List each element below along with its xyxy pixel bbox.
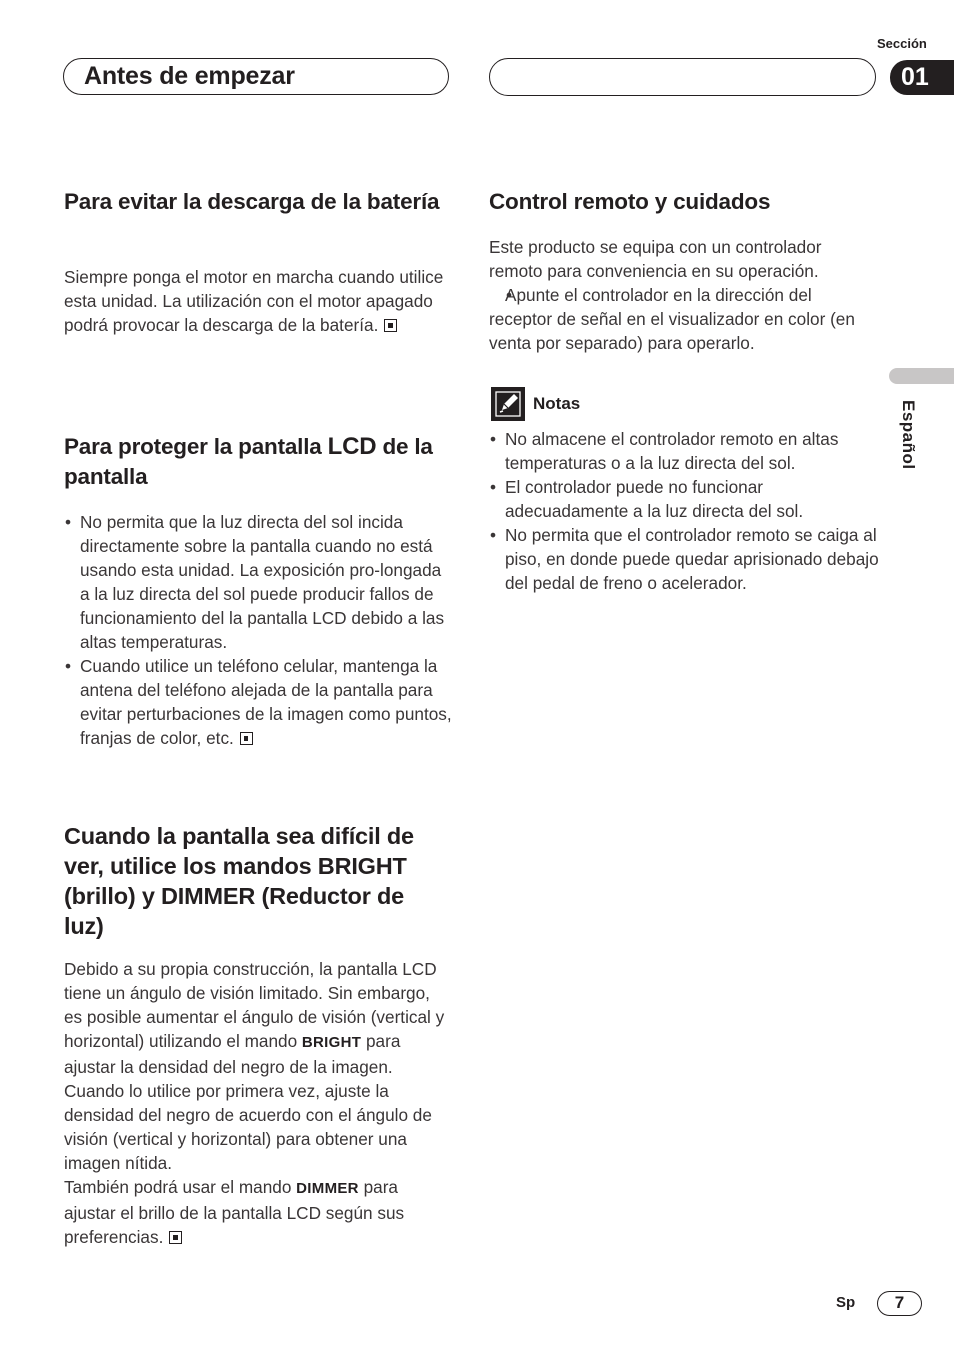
list-item: [64, 654, 452, 750]
heading-lcd-text-b: de la pantalla: [64, 434, 433, 489]
bright-keyword: BRIGHT: [301, 1034, 362, 1051]
battery-text: Siempre ponga el motor en marcha cuando utilice esta unidad. La utilización con el motor apagado podrá provocar la descarga de la batería.: [64, 267, 444, 335]
heading-bright-keyword: BRIGHT: [317, 853, 407, 879]
chapter-title-box: [63, 58, 449, 95]
heading-battery: Para evitar la descarga de la batería: [64, 189, 440, 214]
bd-text-2a: También podrá usar el mando: [64, 1177, 297, 1197]
bright-dimmer-paragraph: [64, 957, 452, 1249]
dimmer-keyword: DIMMER: [296, 1180, 359, 1197]
notes-label: Notas: [533, 394, 581, 413]
pencil-note-icon: [491, 387, 525, 421]
remote-paragraph: Este producto se equipa con un controlador remoto para conveniencia en su operación.: [489, 237, 822, 281]
list-item: • Apunte el controlador en la dirección del receptor de señal en el visualizador en color (en venta por separado) para operarlo.: [489, 283, 877, 355]
heading-bd-text-b: (brillo) y: [64, 883, 162, 909]
page-number-box: [877, 1291, 922, 1316]
language-code: Sp: [836, 1294, 856, 1311]
page-number: 7: [894, 1293, 905, 1312]
heading-bd-text-c: (Reductor de luz): [64, 883, 404, 939]
list-item: • No almacene el controlador remoto en altas temperaturas o a la luz directa del sol.: [489, 427, 879, 475]
list-item: • No permita que el controlador remoto se caiga al piso, en donde puede quedar aprisionado debajo del pedal de freno o acelerador.: [489, 523, 879, 595]
language-label: Español: [899, 400, 918, 470]
bd-text-1b: para ajustar la densidad del negro de la imagen. Cuando lo utilice por primera vez, ajuste la densidad del negro de acuerdo con el ángulo de visión (vertical y horizontal) para obtener una imagen nítida.: [64, 1031, 432, 1173]
language-tab-bar: [889, 368, 954, 384]
end-mark-icon: [169, 1231, 182, 1244]
end-mark-icon: [240, 732, 253, 745]
heading-bd-text-a: Cuando la pantalla sea difícil de ver, utilice los mandos: [64, 823, 414, 879]
list-item: • No permita que la luz directa del sol incida directamente sobre la pantalla cuando no está usando esta unidad. La exposición pro-longada a la luz directa del sol puede producir fallos de funcionamiento del la pantalla LCD debido a las altas temperaturas.: [64, 510, 452, 654]
bd-text-1a: Debido a su propia construcción, la pantalla LCD tiene un ángulo de visión limitado. Sin embargo, es posible aumentar el ángulo de visión (vertical y horizontal) utilizando el mando: [64, 959, 445, 1051]
heading-lcd-keyword: LCD: [327, 433, 377, 460]
end-mark-icon: [384, 319, 397, 332]
section-number-badge: [890, 60, 954, 95]
bd-text-2b: para ajustar el brillo de la pantalla LCD según sus preferencias.: [64, 1177, 405, 1247]
header-blank-box: [489, 58, 876, 96]
notes-bullet-list: [489, 427, 879, 595]
battery-paragraph: [64, 265, 449, 337]
heading-remote-control: Control remoto y cuidados: [489, 189, 771, 214]
heading-bright-dimmer: [64, 821, 449, 941]
list-item: • El controlador puede no funcionar adecuadamente a la luz directa del sol.: [489, 475, 879, 523]
heading-lcd-protect: [64, 432, 449, 492]
heading-dimmer-keyword: DIMMER: [161, 883, 256, 909]
section-number: 01: [901, 63, 929, 91]
list-item-text: Cuando utilice un teléfono celular, mantenga la antena del teléfono alejada de la pantalla para evitar perturbaciones de la imagen como puntos, franjas de color, etc.: [80, 656, 452, 748]
remote-bullet-list: [489, 283, 877, 355]
section-label: Sección: [877, 36, 927, 51]
heading-lcd-text-a: Para proteger la pantalla: [64, 434, 328, 459]
lcd-bullet-list: [64, 510, 452, 750]
chapter-title: Antes de empezar: [84, 62, 295, 90]
